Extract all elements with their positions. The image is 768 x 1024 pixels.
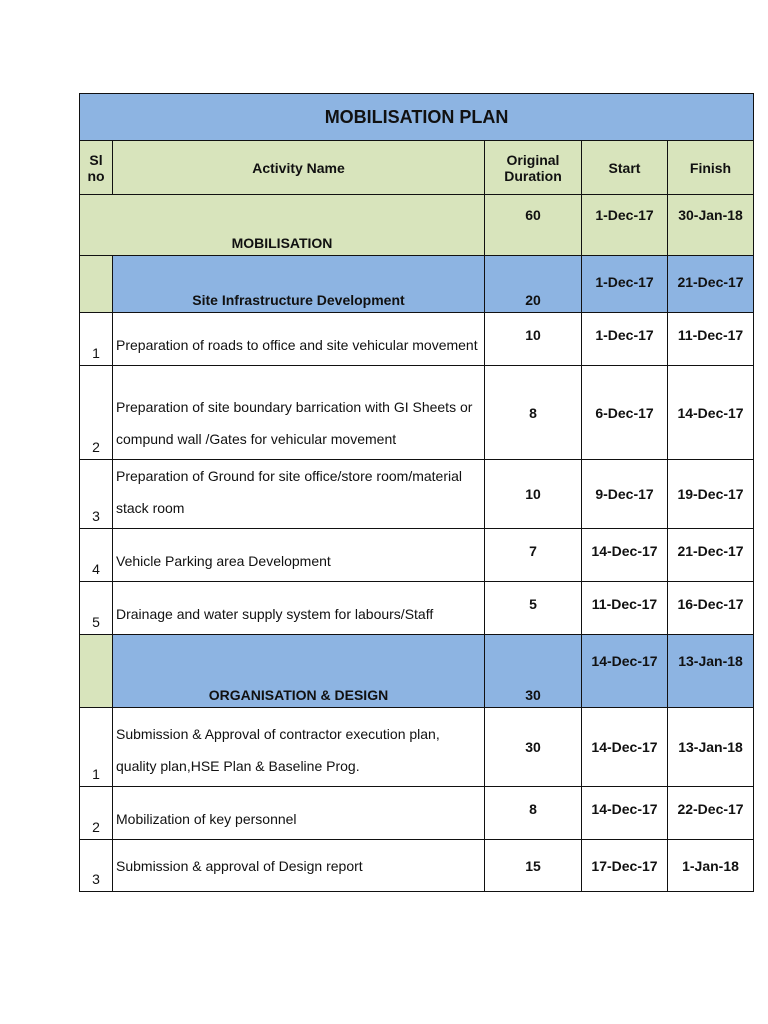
header-start: Start [582,141,668,195]
group-sl [80,256,113,313]
row-start: 14-Dec-17 [582,529,668,582]
summary-start: 1-Dec-17 [582,195,668,256]
row-sl: 5 [80,582,113,635]
row-activity: Drainage and water supply system for labours/Staff [113,582,485,635]
row-finish: 19-Dec-17 [668,460,754,529]
group-finish: 21-Dec-17 [668,256,754,313]
row-start: 11-Dec-17 [582,582,668,635]
row-activity: Preparation of site boundary barrication with GI Sheets or compund wall /Gates for vehicular movement [113,366,485,460]
group-finish: 13-Jan-18 [668,635,754,708]
row-duration: 10 [485,313,582,366]
group-row [80,635,754,708]
table-row [80,313,754,366]
row-start: 14-Dec-17 [582,708,668,787]
header-row [80,141,754,195]
summary-duration: 60 [485,195,582,256]
table-row [80,366,754,460]
row-duration: 7 [485,529,582,582]
row-start: 6-Dec-17 [582,366,668,460]
group-duration: 20 [485,256,582,313]
row-sl: 2 [80,787,113,840]
row-start: 9-Dec-17 [582,460,668,529]
table-row [80,840,754,892]
table-title: MOBILISATION PLAN [80,94,754,141]
row-activity: Preparation of Ground for site office/store room/material stack room [113,460,485,529]
row-sl: 3 [80,840,113,892]
header-activity-name: Activity Name [113,141,485,195]
row-finish: 11-Dec-17 [668,313,754,366]
row-sl: 1 [80,708,113,787]
table-row [80,708,754,787]
row-sl: 3 [80,460,113,529]
row-activity: Vehicle Parking area Development [113,529,485,582]
row-start: 17-Dec-17 [582,840,668,892]
row-finish: 22-Dec-17 [668,787,754,840]
header-original-duration: Original Duration [485,141,582,195]
row-activity: Preparation of roads to office and site vehicular movement [113,313,485,366]
group-duration: 30 [485,635,582,708]
row-duration: 8 [485,787,582,840]
header-sl-no: Sl no [80,141,113,195]
group-row [80,256,754,313]
row-sl: 4 [80,529,113,582]
header-finish: Finish [668,141,754,195]
mobilisation-plan-table [79,93,754,892]
row-sl: 1 [80,313,113,366]
row-activity: Submission & approval of Design report [113,840,485,892]
group-sl [80,635,113,708]
row-start: 1-Dec-17 [582,313,668,366]
table-row [80,787,754,840]
table-row [80,582,754,635]
row-finish: 16-Dec-17 [668,582,754,635]
row-sl: 2 [80,366,113,460]
row-duration: 30 [485,708,582,787]
row-duration: 10 [485,460,582,529]
row-finish: 14-Dec-17 [668,366,754,460]
row-duration: 15 [485,840,582,892]
row-start: 14-Dec-17 [582,787,668,840]
row-activity: Submission & Approval of contractor execution plan, quality plan,HSE Plan & Baseline Prog. [113,708,485,787]
table-row [80,529,754,582]
row-finish: 13-Jan-18 [668,708,754,787]
row-duration: 5 [485,582,582,635]
title-row [80,94,754,141]
group-start: 1-Dec-17 [582,256,668,313]
row-duration: 8 [485,366,582,460]
group-name: Site Infrastructure Development [113,256,485,313]
summary-name: MOBILISATION [80,195,485,256]
summary-row [80,195,754,256]
row-activity: Mobilization of key personnel [113,787,485,840]
row-finish: 1-Jan-18 [668,840,754,892]
group-name: ORGANISATION & DESIGN [113,635,485,708]
table-row [80,460,754,529]
summary-finish: 30-Jan-18 [668,195,754,256]
group-start: 14-Dec-17 [582,635,668,708]
row-finish: 21-Dec-17 [668,529,754,582]
